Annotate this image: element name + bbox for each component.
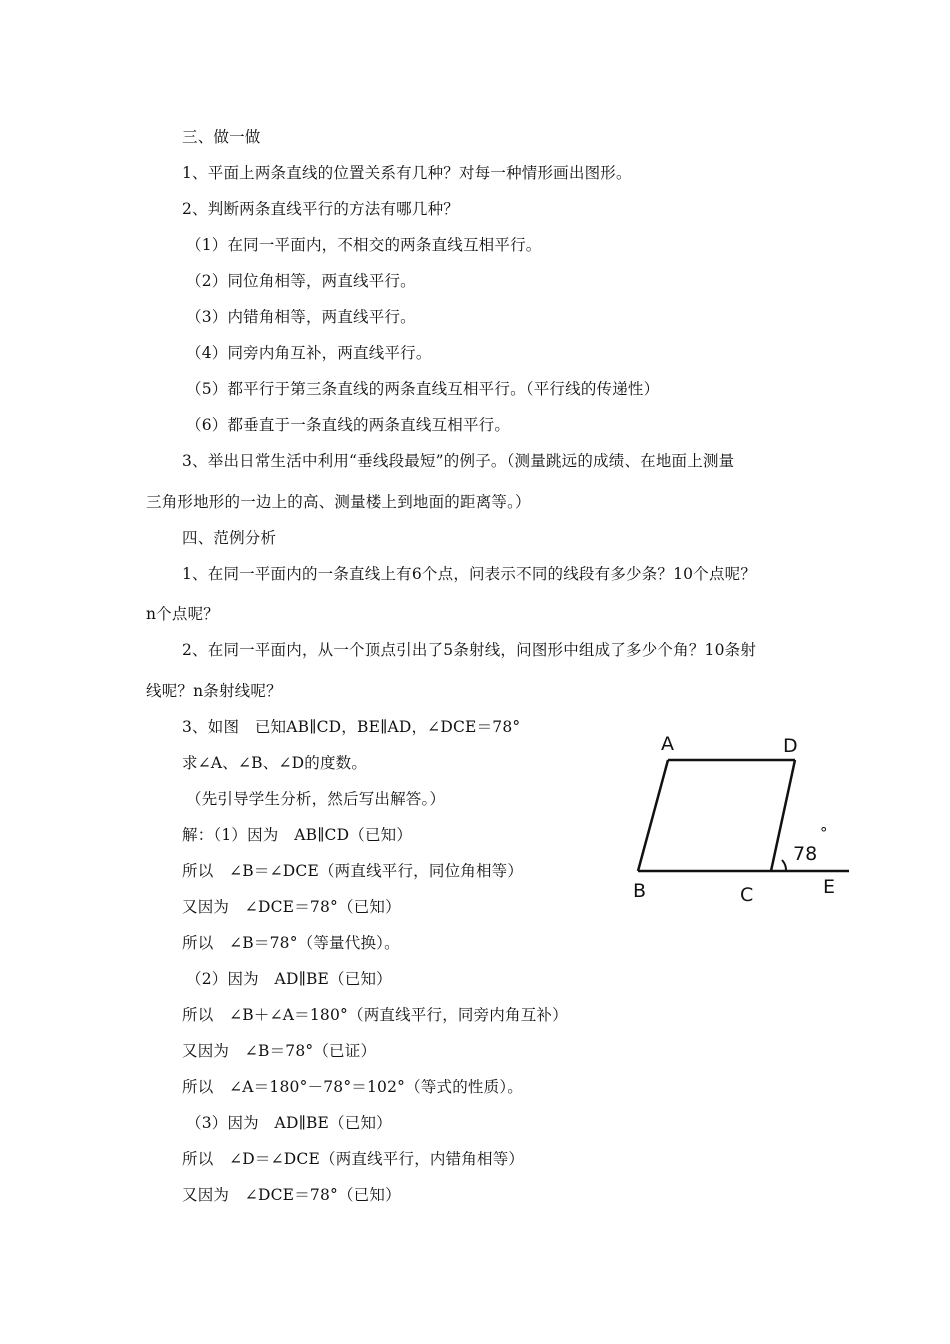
section-heading-practice: 三、做一做 (182, 128, 261, 146)
practice-question-1: 1、平面上两条直线的位置关系有几种？对每一种情形画出图形。 (182, 164, 632, 182)
solution-line: 所以 ∠B＝78°（等量代换）。 (182, 934, 400, 952)
solution-line: 解：（1）因为 AB∥CD（已知） (182, 826, 413, 844)
parallel-method-3: （3）内错角相等，两直线平行。 (186, 308, 416, 326)
example-1-line2: n个点呢？ (146, 605, 219, 623)
solution-line: 所以 ∠B＋∠A＝180°（两直线平行，同旁内角互补） (182, 1006, 568, 1024)
parallel-method-5: （5）都平行于第三条直线的两条直线互相平行。（平行线的传递性） (186, 380, 660, 398)
example-2-line1: 2、在同一平面内，从一个顶点引出了5条射线，问图形中组成了多少个角？10条射 (182, 641, 757, 659)
example-3-given: 3、如图 已知AB∥CD，BE∥AD，∠DCE＝78° (182, 718, 521, 736)
section-heading-examples: 四、范例分析 (182, 529, 277, 547)
practice-question-3-line1: 3、举出日常生活中利用“垂线段最短”的例子。（测量跳远的成绩、在地面上测量 (182, 452, 735, 470)
solution-line: （3）因为 AD∥BE（已知） (186, 1114, 392, 1132)
degree-symbol: ° (820, 824, 828, 842)
point-label-a: A (661, 733, 674, 755)
angle-value-label: 78 (793, 843, 818, 865)
solution-line: （2）因为 AD∥BE（已知） (186, 970, 392, 988)
example-2-line2: 线呢？n条射线呢？ (146, 682, 282, 700)
example-3-question: 求∠A、∠B、∠D的度数。 (182, 754, 368, 772)
solution-line: 所以 ∠B＝∠DCE（两直线平行，同位角相等） (182, 862, 524, 880)
solution-line: 又因为 ∠DCE＝78°（已知） (182, 898, 401, 916)
segment-dc (771, 760, 795, 871)
example-3-teaching-note: （先引导学生分析，然后写出解答。） (186, 790, 446, 808)
example-1-line1: 1、在同一平面内的一条直线上有6个点，问表示不同的线段有多少条？10个点呢？ (182, 565, 757, 583)
solution-line: 又因为 ∠B＝78°（已证） (182, 1042, 377, 1060)
point-label-d: D (783, 735, 798, 757)
segment-ab (638, 760, 668, 871)
parallel-method-6: （6）都垂直于一条直线的两条直线互相平行。 (186, 416, 511, 434)
parallel-method-2: （2）同位角相等，两直线平行。 (186, 272, 416, 290)
parallelogram-figure (625, 728, 855, 913)
parallel-method-1: （1）在同一平面内，不相交的两条直线互相平行。 (186, 236, 542, 254)
solution-line: 所以 ∠D＝∠DCE（两直线平行，内错角相等） (182, 1150, 525, 1168)
point-label-e: E (823, 876, 836, 898)
practice-question-3-line2: 三角形地形的一边上的高、测量楼上到地面的距离等。） (146, 493, 531, 511)
angle-arc-dce (782, 860, 786, 871)
solution-line: 所以 ∠A＝180°－78°＝102°（等式的性质）。 (182, 1078, 523, 1096)
parallel-method-4: （4）同旁内角互补，两直线平行。 (186, 344, 432, 362)
solution-line: 又因为 ∠DCE＝78°（已知） (182, 1186, 401, 1204)
point-label-c: C (740, 884, 754, 906)
practice-question-2: 2、判断两条直线平行的方法有哪几种？ (182, 200, 459, 218)
point-label-b: B (633, 880, 647, 902)
